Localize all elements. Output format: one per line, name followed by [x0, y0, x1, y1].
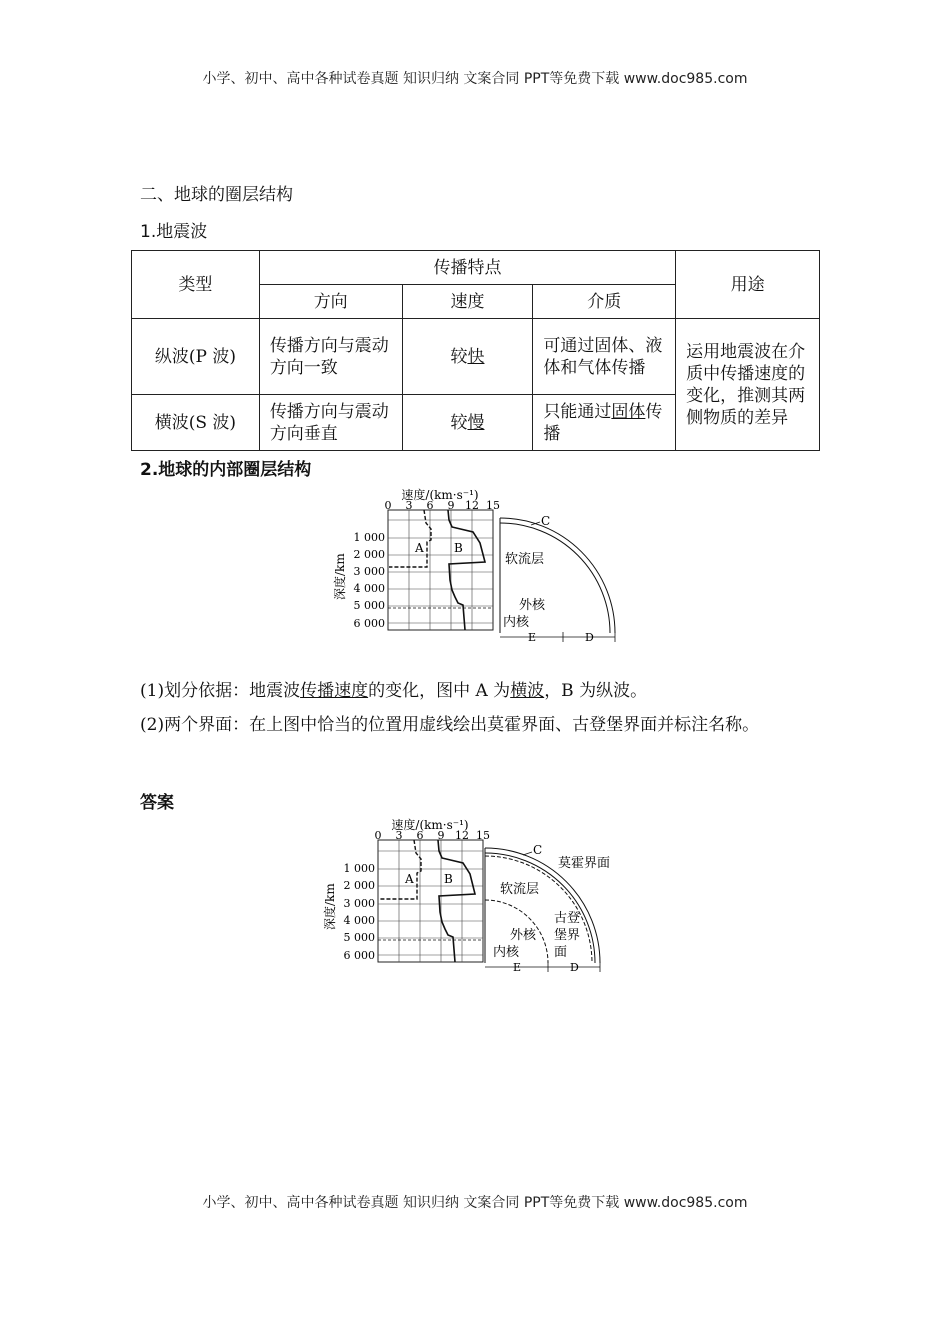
page-header: 小学、初中、高中各种试卷真题 知识归纳 文案合同 PPT等免费下载 www.doc985.com	[202, 71, 748, 87]
answer-speed-tick-6: 6	[416, 829, 424, 842]
gutenberg-label-3: 面	[554, 945, 568, 960]
answer-label-d: D	[570, 961, 579, 974]
answer-speed-depth-grid	[378, 840, 483, 962]
p-wave-speed-prefix: 较	[450, 346, 468, 367]
p-wave-curve	[448, 510, 485, 630]
label-c: C	[541, 514, 551, 528]
p-wave-direction: 传播方向与震动方向一致	[259, 319, 402, 395]
basis-answer-s-wave: 横波	[510, 681, 545, 701]
answer-heading: 答案	[140, 793, 174, 813]
s-wave-direction: 传播方向与震动方向垂直	[259, 395, 402, 451]
paragraph-basis	[140, 674, 820, 708]
speed-tick-6: 6	[426, 499, 434, 512]
header-use: 用途	[676, 251, 820, 319]
label-a: A	[415, 541, 424, 555]
depth-axis-label: 深度/km	[333, 553, 347, 600]
answer-speed-tick-12: 12	[455, 829, 469, 842]
answer-speed-axis-label: 速度/(km·s⁻¹)	[391, 818, 469, 832]
depth-tick-5000: 5 000	[353, 599, 385, 612]
depth-tick-6000: 6 000	[353, 617, 385, 630]
earth-structure-diagram	[330, 485, 630, 645]
s-wave-name: 横波(S 波)	[132, 395, 260, 451]
wave-use: 运用地震波在介质中传播速度的变化，推测其两侧物质的差异	[676, 319, 820, 451]
answer-s-wave-curve	[379, 840, 421, 899]
header-speed: 速度	[402, 285, 533, 319]
subtitle-seismic-waves: 1.地震波	[140, 222, 208, 242]
label-d: D	[585, 631, 594, 644]
answer-depth-tick-6000: 6 000	[343, 949, 375, 962]
asthenosphere-label: 软流层	[505, 552, 545, 567]
header-propagation: 传播特点	[259, 251, 675, 285]
speed-axis-label: 速度/(km·s⁻¹)	[401, 488, 479, 502]
answer-depth-tick-4000: 4 000	[343, 914, 375, 927]
inner-core-label: 内核	[503, 615, 530, 630]
depth-tick-3000: 3 000	[353, 565, 385, 578]
basis-suffix: ，B 为纵波。	[544, 681, 648, 701]
answer-inner-core-label: 内核	[493, 945, 520, 960]
basis-middle: 的变化，图中 A 为	[368, 681, 511, 701]
answer-label-e: E	[513, 961, 522, 974]
header-medium: 介质	[533, 285, 676, 319]
s-wave-medium	[533, 395, 676, 451]
s-wave-medium-suffix: 传播	[543, 401, 663, 444]
answer-label-c: C	[533, 843, 543, 857]
label-b: B	[454, 541, 463, 555]
outer-core-label: 外核	[519, 598, 546, 613]
header-type: 类型	[132, 251, 260, 319]
s-wave-speed	[402, 395, 533, 451]
answer-speed-tick-0: 0	[374, 829, 382, 842]
answer-depth-tick-3000: 3 000	[343, 897, 375, 910]
s-wave-curve	[389, 510, 431, 567]
answer-asthenosphere-label: 软流层	[500, 882, 540, 897]
subtitle-internal-structure: 2.地球的内部圈层结构	[140, 460, 312, 480]
basis-prefix: (1)划分依据：地震波	[140, 681, 301, 701]
depth-tick-2000: 2 000	[353, 548, 385, 561]
p-wave-speed-answer: 快	[467, 346, 485, 367]
answer-p-wave-curve	[438, 840, 475, 962]
answer-speed-tick-9: 9	[437, 829, 445, 842]
gutenberg-label-1: 古登	[554, 911, 581, 926]
s-wave-medium-prefix: 只能通过	[543, 401, 612, 422]
page-footer: 小学、初中、高中各种试卷真题 知识归纳 文案合同 PPT等免费下载 www.doc985.com	[202, 1195, 748, 1211]
answer-outer-core-label: 外核	[510, 928, 537, 943]
label-e: E	[528, 631, 537, 644]
paragraph-interfaces: (2)两个界面：在上图中恰当的位置用虚线绘出莫霍界面、古登堡界面并标注名称。	[140, 715, 760, 735]
speed-tick-9: 9	[447, 499, 455, 512]
depth-tick-4000: 4 000	[353, 582, 385, 595]
s-wave-medium-answer: 固体	[611, 401, 646, 422]
speed-tick-15: 15	[486, 499, 500, 512]
answer-speed-tick-15: 15	[476, 829, 490, 842]
answer-label-b: B	[444, 872, 453, 886]
answer-depth-tick-2000: 2 000	[343, 879, 375, 892]
gutenberg-label-2: 堡界	[554, 928, 581, 943]
answer-depth-axis-label: 深度/km	[323, 883, 337, 930]
s-wave-speed-answer: 慢	[467, 412, 485, 433]
answer-depth-tick-1000: 1 000	[343, 862, 375, 875]
depth-tick-1000: 1 000	[353, 531, 385, 544]
p-wave-medium: 可通过固体、液体和气体传播	[533, 319, 676, 395]
speed-tick-3: 3	[405, 499, 413, 512]
answer-depth-tick-5000: 5 000	[343, 931, 375, 944]
s-wave-speed-prefix: 较	[450, 412, 468, 433]
answer-speed-tick-3: 3	[395, 829, 403, 842]
p-wave-speed	[402, 319, 533, 395]
speed-depth-grid	[388, 510, 493, 630]
seismic-wave-table	[131, 250, 820, 451]
answer-label-a: A	[405, 872, 414, 886]
header-direction: 方向	[259, 285, 402, 319]
answer-diagram	[320, 815, 620, 980]
moho-label: 莫霍界面	[558, 856, 611, 871]
section-title: 二、地球的圈层结构	[140, 185, 293, 205]
speed-tick-0: 0	[384, 499, 392, 512]
speed-tick-12: 12	[465, 499, 479, 512]
p-wave-name: 纵波(P 波)	[132, 319, 260, 395]
basis-answer-speed: 传播速度	[300, 681, 369, 701]
